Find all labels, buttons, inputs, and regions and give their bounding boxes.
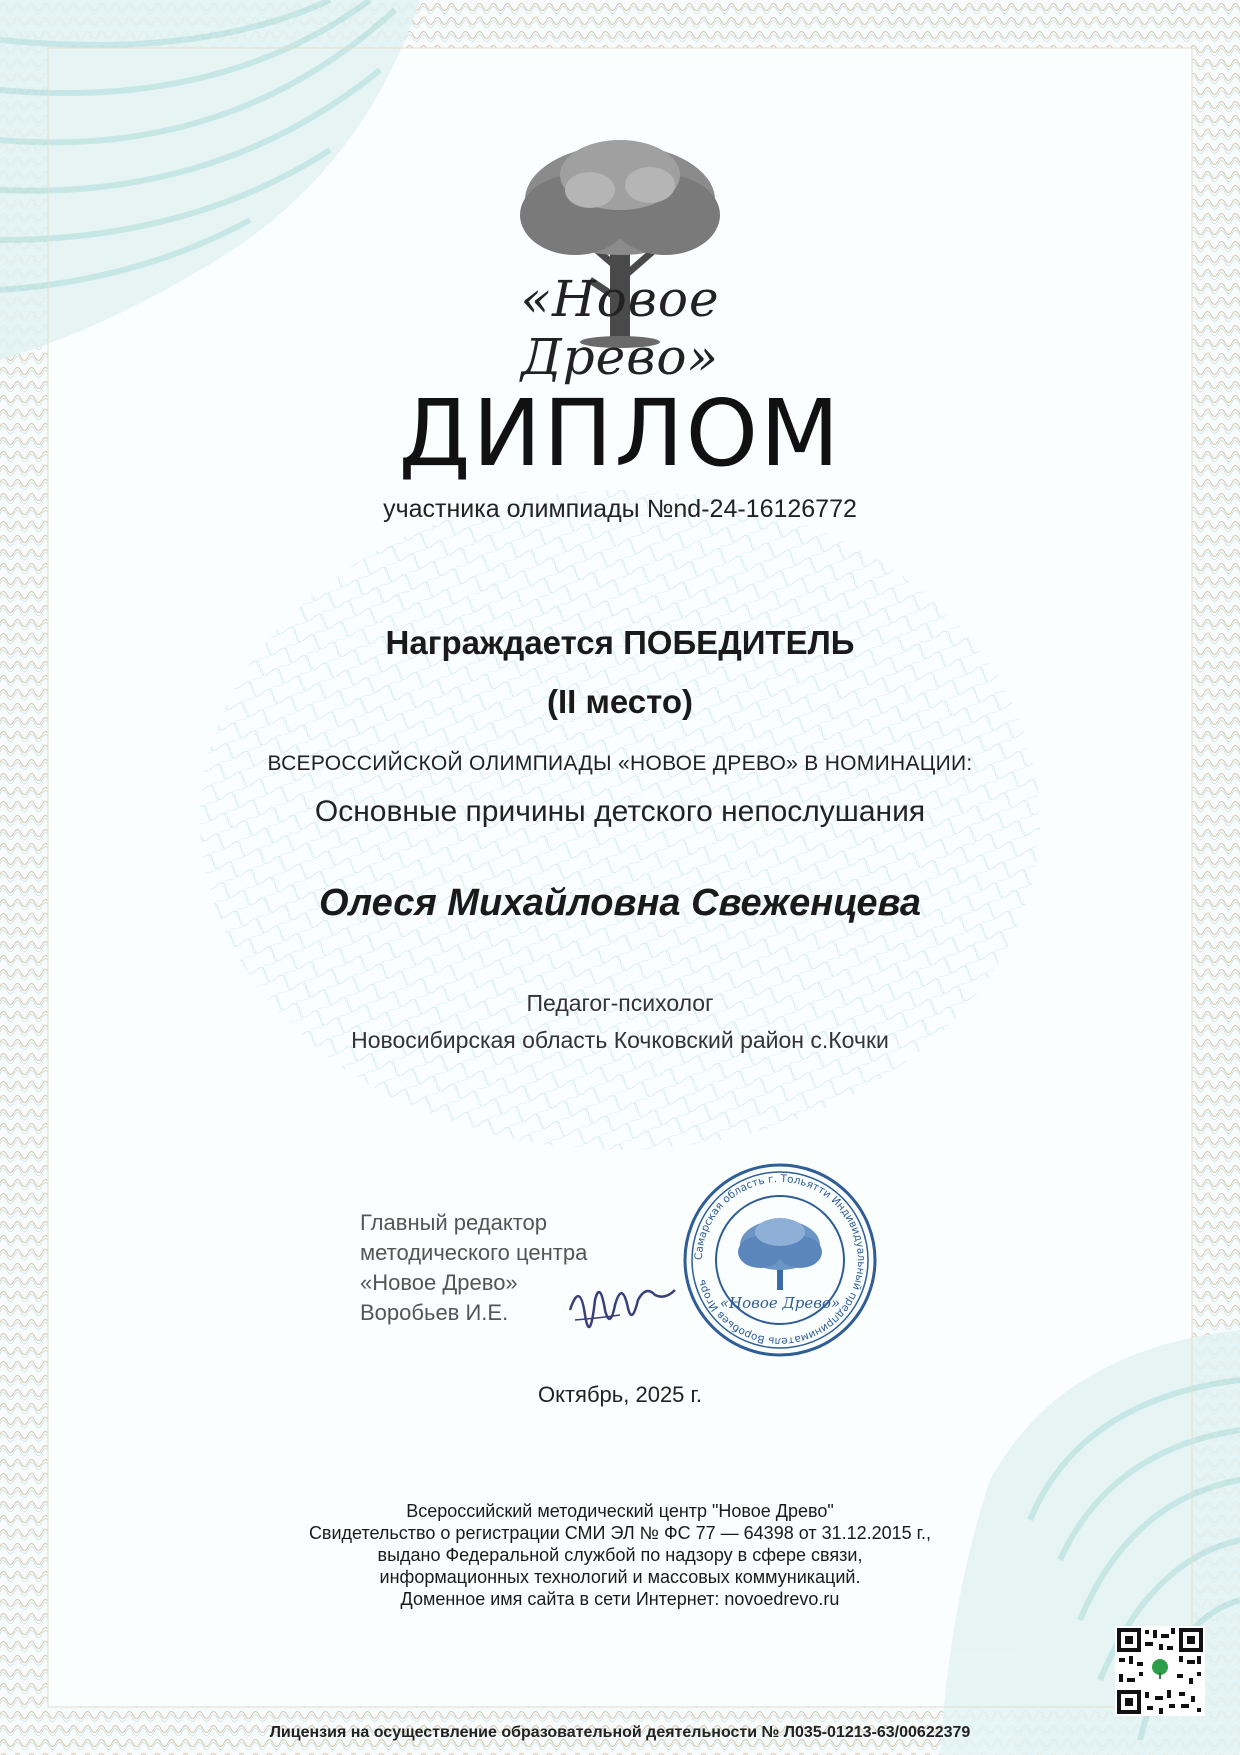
- page-title: ДИПЛОМ: [398, 380, 842, 487]
- issue-date: Октябрь, 2025 г.: [537, 1382, 702, 1407]
- stamp-center-text: «Новое Древо»: [719, 1294, 841, 1312]
- award-place: (II место): [546, 683, 694, 720]
- stamp: [680, 1160, 880, 1360]
- recipient-position: Педагог-психолог: [526, 990, 714, 1016]
- tree-icon: [1148, 1658, 1172, 1682]
- recipient-name: Олеся Михайловна Свеженцева: [318, 882, 922, 924]
- award-heading: Награждается ПОБЕДИТЕЛЬ: [385, 624, 855, 661]
- editor-line: методического центра: [360, 1240, 588, 1265]
- footer-line: Свидетельство о регистрации СМИ ЭЛ № ФС 77 — 64398 от 31.12.2015 г.,: [308, 1523, 932, 1543]
- footer-line: Доменное имя сайта в сети Интернет: novoedrevo.ru: [400, 1589, 840, 1609]
- qr-code: [1115, 1626, 1205, 1716]
- footer-line: информационных технологий и массовых коммуникаций.: [379, 1567, 861, 1587]
- license-text: Лицензия на осуществление образовательной деятельности № Л035-01213-63/00622379: [269, 1724, 971, 1741]
- footer-line: выдано Федеральной службой по надзору в сфере связи,: [377, 1545, 863, 1565]
- footer: [0, 1500, 1240, 1610]
- stamp-ring-text: Самарская область г. Тольятти Индивидуальный предприниматель Воробьев Игорь: [692, 1172, 868, 1348]
- tree-icon: [738, 1218, 822, 1290]
- olympiad-number: участника олимпиады №nd-24-16126772: [383, 495, 857, 523]
- editor-line: «Новое Древо»: [360, 1270, 518, 1295]
- recipient-region: Новосибирская область Кочковский район с.Кочки: [351, 1027, 889, 1053]
- editor-block: [360, 1208, 587, 1328]
- editor-line: Воробьев И.Е.: [360, 1300, 509, 1325]
- logo-text: «Новое Древо»: [520, 270, 720, 386]
- footer-line: Всероссийский методический центр "Новое Древо": [406, 1501, 834, 1521]
- olympiad-name: ВСЕРОССИЙСКОЙ ОЛИМПИАДЫ «НОВОЕ ДРЕВО» В НОМИНАЦИИ:: [267, 752, 973, 775]
- editor-line: Главный редактор: [360, 1210, 548, 1235]
- nomination: Основные причины детского непослушания: [314, 795, 926, 828]
- signature: [560, 1260, 680, 1350]
